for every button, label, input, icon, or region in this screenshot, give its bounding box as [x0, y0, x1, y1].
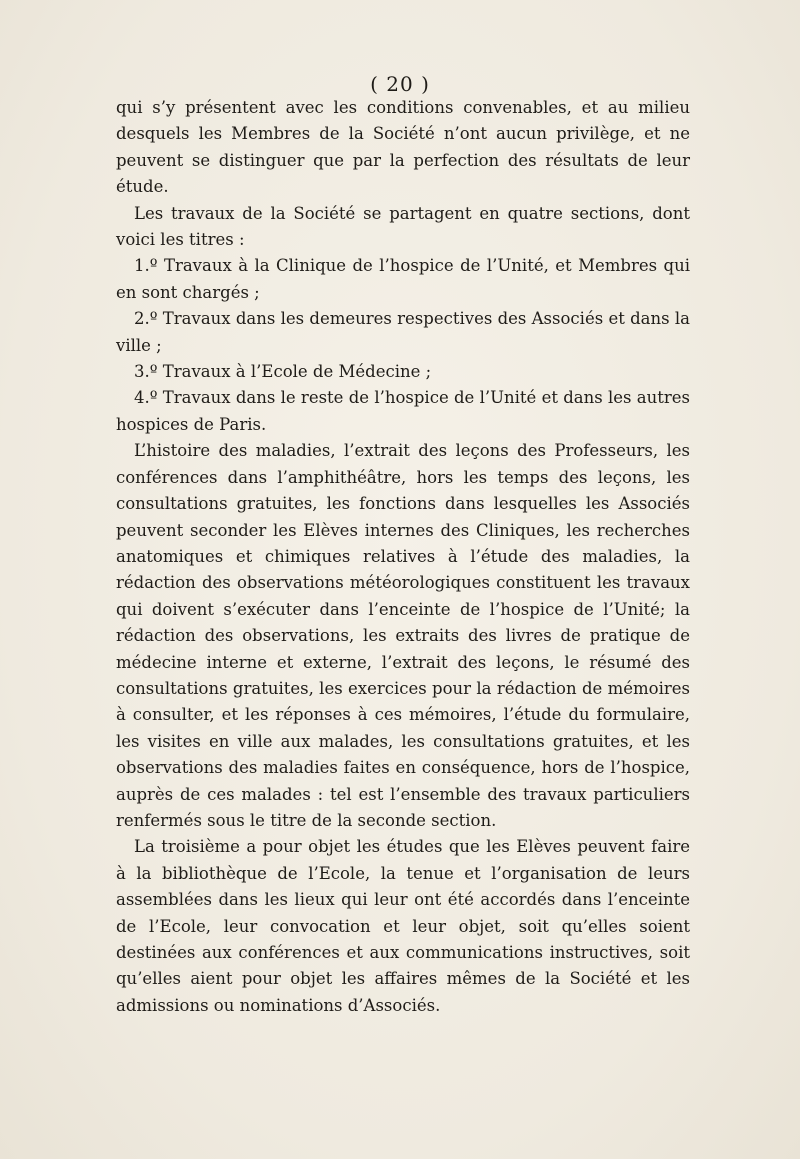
paragraph-continuation: qui s’y présentent avec les conditions convenables, et au milieu desquels les Membres de la Société n’ont aucun privilège, et ne peuvent se distinguer que par la perfection des résultats de leur étude. [116, 98, 690, 197]
page-number: ( 20 ) [370, 72, 430, 96]
section-item-2: 2.º Travaux dans les demeures respectives des Associés et dans la ville ; [116, 309, 690, 355]
body-text [116, 95, 690, 1019]
section-item-4: 4.º Travaux dans le reste de l’hospice de l’Unité et dans les autres hospices de Paris. [116, 388, 690, 434]
paragraph-first-second-sections: L’histoire des maladies, l’extrait des leçons des Professeurs, les conférences dans l’amphithéâtre, hors les temps des leçons, les consultations gratuites, les fonctions dans lesquelles les Associés peuvent seconder les Elèves internes des Cliniques, les recherches anatomiques et chimiques relatives à l’étude des maladies, la rédaction des observations météorologiques constituent les travaux qui doivent s’exécuter dans l’enceinte de l’hospice de l’Unité; la rédaction des observations, les extraits des livres de pratique de médecine interne et externe, l’extrait des leçons, le résumé des consultations gratuites, les exercices pour la rédaction de mémoires à consulter, et les réponses à ces mémoires, l’étude du formulaire, les visites en ville aux malades, les consultations gratuites, et les observations des maladies faites en conséquence, hors de l’hospice, auprès de ces malades : tel est l’ensemble des travaux particuliers renfermés sous le titre de la seconde section. [116, 441, 690, 830]
section-item-3: 3.º Travaux à l’Ecole de Médecine ; [134, 362, 432, 382]
paragraph-sections-intro: Les travaux de la Société se partagent en quatre sections, dont voici les titres : [116, 203, 690, 250]
paragraph-third-section: La troisième a pour objet les études que les Elèves peuvent faire à la bibliothèque de l’Ecole, la tenue et l’organisation de leurs assemblées dans les lieux qui leur ont été accordés dans l’enceinte de l’Ecole, leur convocation et leur objet, soit qu’elles soient destinées aux conférences et aux communications instructives, soit qu’elles aient pour objet les affaires mêmes de la Société et les admissions ou nominations d’Associés. [116, 837, 690, 1015]
section-item-1: 1.º Travaux à la Clinique de l’hospice de l’Unité, et Membres qui en sont chargés ; [116, 256, 690, 302]
